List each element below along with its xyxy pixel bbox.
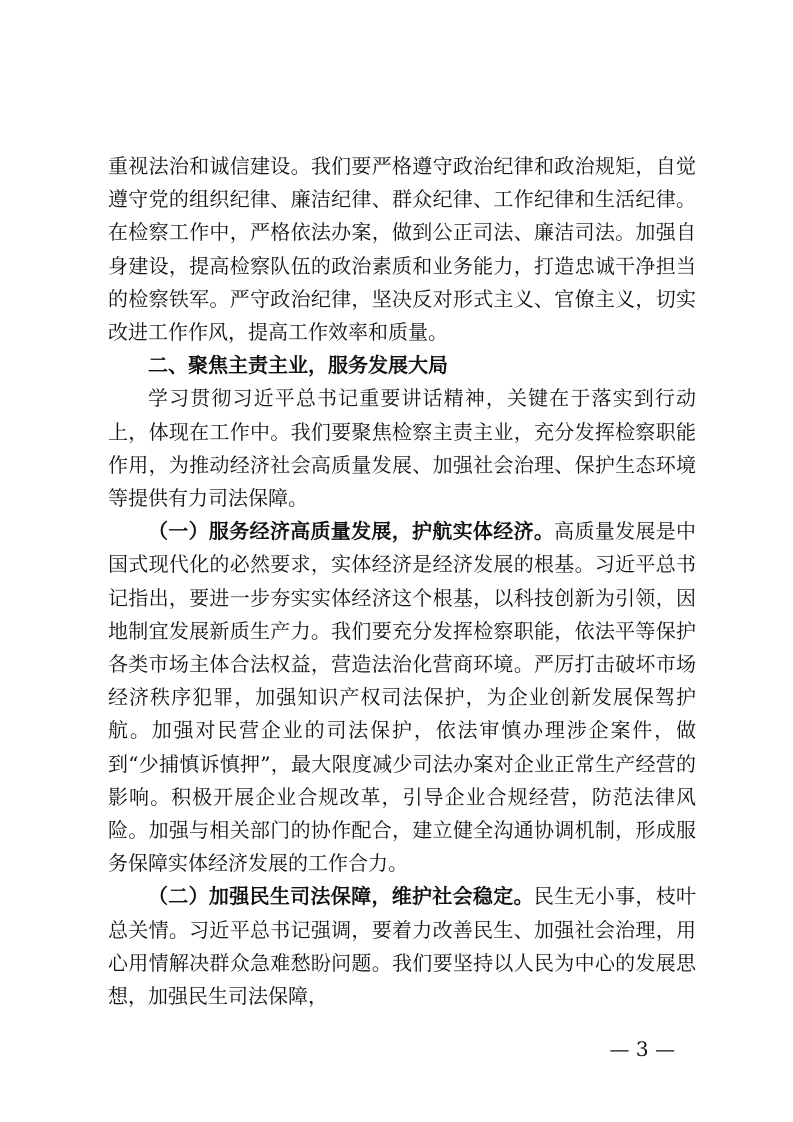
paragraph-livelihood: [108, 880, 696, 1013]
document-body: [108, 150, 696, 1013]
subheading-livelihood: （二）加强民生司法保障，维护社会稳定。: [148, 884, 534, 909]
paragraph-discipline: 重视法治和诚信建设。我们要严格遵守政治纪律和政治规矩，自觉遵守党的组织纪律、廉洁纪律、群众纪律、工作纪律和生活纪律。在检察工作中，严格依法办案，做到公正司法、廉洁司法。加强自身建设，提高检察队伍的政治素质和业务能力，打造忠诚干净担当的检察铁军。严守政治纪律，坚决反对形式主义、官僚主义，切实改进工作作风，提高工作效率和质量。: [108, 154, 696, 345]
paragraph-livelihood-text: 民生无小事，枝叶总关情。习近平总书记强调，要着力改善民生、加强社会治理，用心用情解决群众急难愁盼问题。我们要坚持以人民为中心的发展思想，加强民生司法保障，: [108, 884, 697, 1009]
paragraph-economy-text: 高质量发展是中国式现代化的必然要求，实体经济是经济发展的根基。习近平总书记指出，要进一步夯实实体经济这个根基，以科技创新为引领，因地制宜发展新质生产力。我们要充分发挥检察职能，依法平等保护各类市场主体合法权益，营造法治化营商环境。严厉打击破坏市场经济秩序犯罪，加强知识产权司法保护，为企业创新发展保驾护航。加强对民营企业的司法保护，依法审慎办理涉企案件，做到“少捕慎诉慎押”，最大限度减少司法办案对企业正常生产经营的影响。积极开展企业合规改革，引导企业合规经营，防范法律风险。加强与相关部门的协作配合，建立健全沟通协调机制，形成服务保障实体经济发展的工作合力。: [108, 519, 697, 876]
section-heading: 二、聚焦主责主业，服务发展大局: [148, 353, 448, 378]
paragraph-intro: 学习贯彻习近平总书记重要讲话精神，关键在于落实到行动上，体现在工作中。我们要聚焦检察主责主业，充分发挥检察职能作用，为推动经济社会高质量发展、加强社会治理、保护生态环境等提供有力司法保障。: [108, 386, 696, 511]
paragraph-economy: [108, 515, 696, 880]
page-number: — 3 —: [609, 1037, 675, 1061]
subheading-economy: （一）服务经济高质量发展，护航实体经济。: [148, 519, 555, 544]
